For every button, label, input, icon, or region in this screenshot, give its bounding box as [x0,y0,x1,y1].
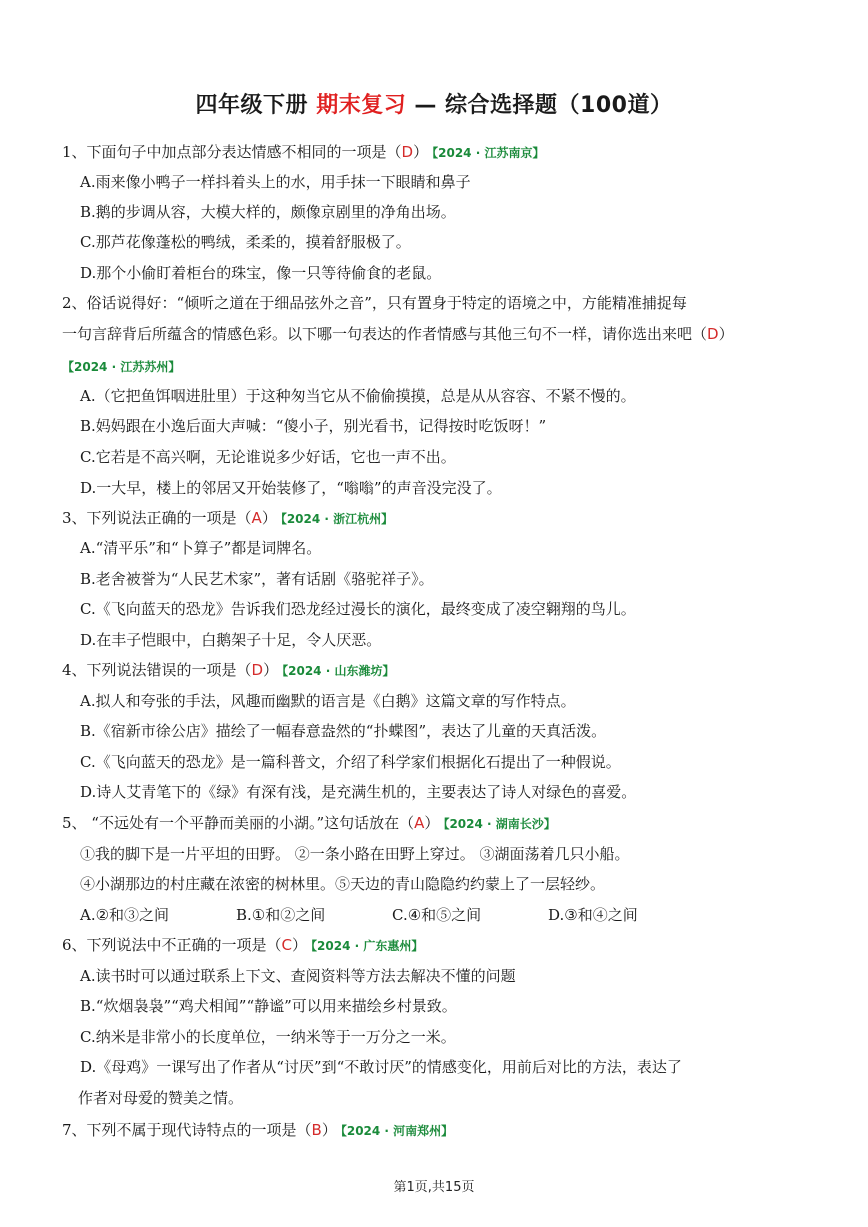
question-5-sentences-1: ①我的脚下是一片平坦的田野。 ②一条小路在田野上穿过。 ③湖面荡着几只小船。 [80,845,630,863]
question-1-option-d: D.那个小偷盯着柜台的珠宝，像一只等待偷食的老鼠。 [80,264,442,282]
question-3-option-d: D.在丰子恺眼中，白鹅架子十足，令人厌恶。 [80,631,382,649]
question-4-tag: 【2024 · 山东潍坊】 [282,664,395,678]
question-4-option-d: D.诗人艾青笔下的《绿》有深有浅，是充满生机的，主要表达了诗人对绿色的喜爱。 [80,783,637,801]
question-5-sentences-2: ④小湖那边的村庄藏在浓密的树林里。⑤天边的青山隐隐约约蒙上了一层轻纱。 [80,875,606,893]
question-7-answer: B [311,1121,322,1139]
question-6-option-d: D.《母鸡》一课写出了作者从“讨厌”到“不敢讨厌”的情感变化，用前后对比的方法，表达了 [80,1058,682,1076]
question-6-option-b: B.“炊烟袅袅”“鸡犬相闻”“静谧”可以用来描绘乡村景致。 [80,997,457,1015]
question-5-option-c: C.④和⑤之间 [392,906,482,924]
question-2-option-a: A.（它把鱼饵咽进肚里）于这种匆当它从不偷偷摸摸，总是从从容容、不紧不慢的。 [80,387,636,405]
question-1-answer: D [401,143,414,161]
question-2-stem: 2、俗话说得好：“倾听之道在于细品弦外之音”，只有置身于特定的语境之中，方能精准捕捉每 [62,294,687,312]
page-number: 第1页,共15页 [393,1180,475,1195]
title-subject: — 综合选择题（100道） [414,93,673,118]
question-5-option-b: B.①和②之间 [236,906,326,924]
question-6-option-a: A.读书时可以通过联系上下文、查阅资料等方法去解决不懂的问题 [80,967,516,985]
question-2-option-b: B.妈妈跟在小逸后面大声喊：“傻小子，别光看书，记得按时吃饭呀！” [80,417,547,435]
question-5-option-a: A.②和③之间 [80,906,170,924]
question-3-answer: A [251,509,262,527]
page-title [0,88,868,119]
question-2-answer: D [707,325,719,343]
question-2-stem-cont: 一句言辞背后所蕴含的情感色彩。以下哪一句表达的作者情感与其他三句不一样，请你选出来吧（D） [62,325,734,343]
question-7-stem: 7、下列不属于现代诗特点的一项是（B） 【2024 · 河南郑州】 [62,1121,454,1139]
question-5-stem: 5、 “不远处有一个平静而美丽的小湖。”这句话放在（A） 【2024 · 湖南长沙】 [62,814,556,832]
question-3-stem: 3、下列说法正确的一项是（A） 【2024 · 浙江杭州】 [62,509,394,527]
question-5-tag: 【2024 · 湖南长沙】 [443,817,556,831]
question-1-option-b: B.鹅的步调从容，大模大样的，颇像京剧里的净角出场。 [80,203,456,221]
question-4-option-c: C.《飞向蓝天的恐龙》是一篇科普文，介绍了科学家们根据化石提出了一种假说。 [80,753,621,771]
question-1-stem: 1、下面句子中加点部分表达情感不相同的一项是（D） 【2024 · 江苏南京】 [62,143,545,161]
question-3-option-a: A.“清平乐”和“卜算子”都是词牌名。 [80,539,322,557]
title-grade: 四年级下册 [195,93,309,118]
question-5-option-d: D.③和④之间 [548,906,638,924]
question-4-answer: D [251,661,264,679]
question-5-answer: A [414,814,425,832]
question-4-option-a: A.拟人和夸张的手法，风趣而幽默的语言是《白鹅》这篇文章的写作特点。 [80,692,576,710]
question-6-option-d-cont: 作者对母爱的赞美之情。 [78,1089,244,1107]
question-1-option-c: C.那芦花像蓬松的鸭绒，柔柔的，摸着舒服极了。 [80,233,411,251]
question-3-option-c: C.《飞向蓝天的恐龙》告诉我们恐龙经过漫长的演化，最终变成了凌空翱翔的鸟儿。 [80,600,636,618]
question-3-tag: 【2024 · 浙江杭州】 [280,512,394,526]
question-1-option-a: A.雨来像小鸭子一样抖着头上的水，用手抹一下眼睛和鼻子 [80,173,471,191]
question-7-tag: 【2024 · 河南郑州】 [340,1124,454,1138]
question-1-tag: 【2024 · 江苏南京】 [432,146,545,160]
question-4-option-b: B.《宿新市徐公店》描绘了一幅春意盎然的“扑蝶图”，表达了儿童的天真活泼。 [80,722,607,740]
question-4-stem: 4、下列说法错误的一项是（D） 【2024 · 山东潍坊】 [62,661,395,679]
question-2-tag: 【2024 · 江苏苏州】 [62,360,181,374]
question-6-option-c: C.纳米是非常小的长度单位，一纳米等于一万分之一米。 [80,1028,456,1046]
question-6-tag: 【2024 · 广东惠州】 [311,939,424,953]
question-2-option-d: D.一大早，楼上的邻居又开始装修了，“嗡嗡”的声音没完没了。 [80,479,502,497]
question-6-answer: C [281,936,293,954]
question-2-option-c: C.它若是不高兴啊，无论谁说多少好话，它也一声不出。 [80,448,456,466]
question-3-option-b: B.老舍被誉为“人民艺术家”，著有话剧《骆驼祥子》。 [80,570,434,588]
question-6-stem: 6、下列说法中不正确的一项是（C） 【2024 · 广东惠州】 [62,936,424,954]
title-review: 期末复习 [316,93,407,118]
